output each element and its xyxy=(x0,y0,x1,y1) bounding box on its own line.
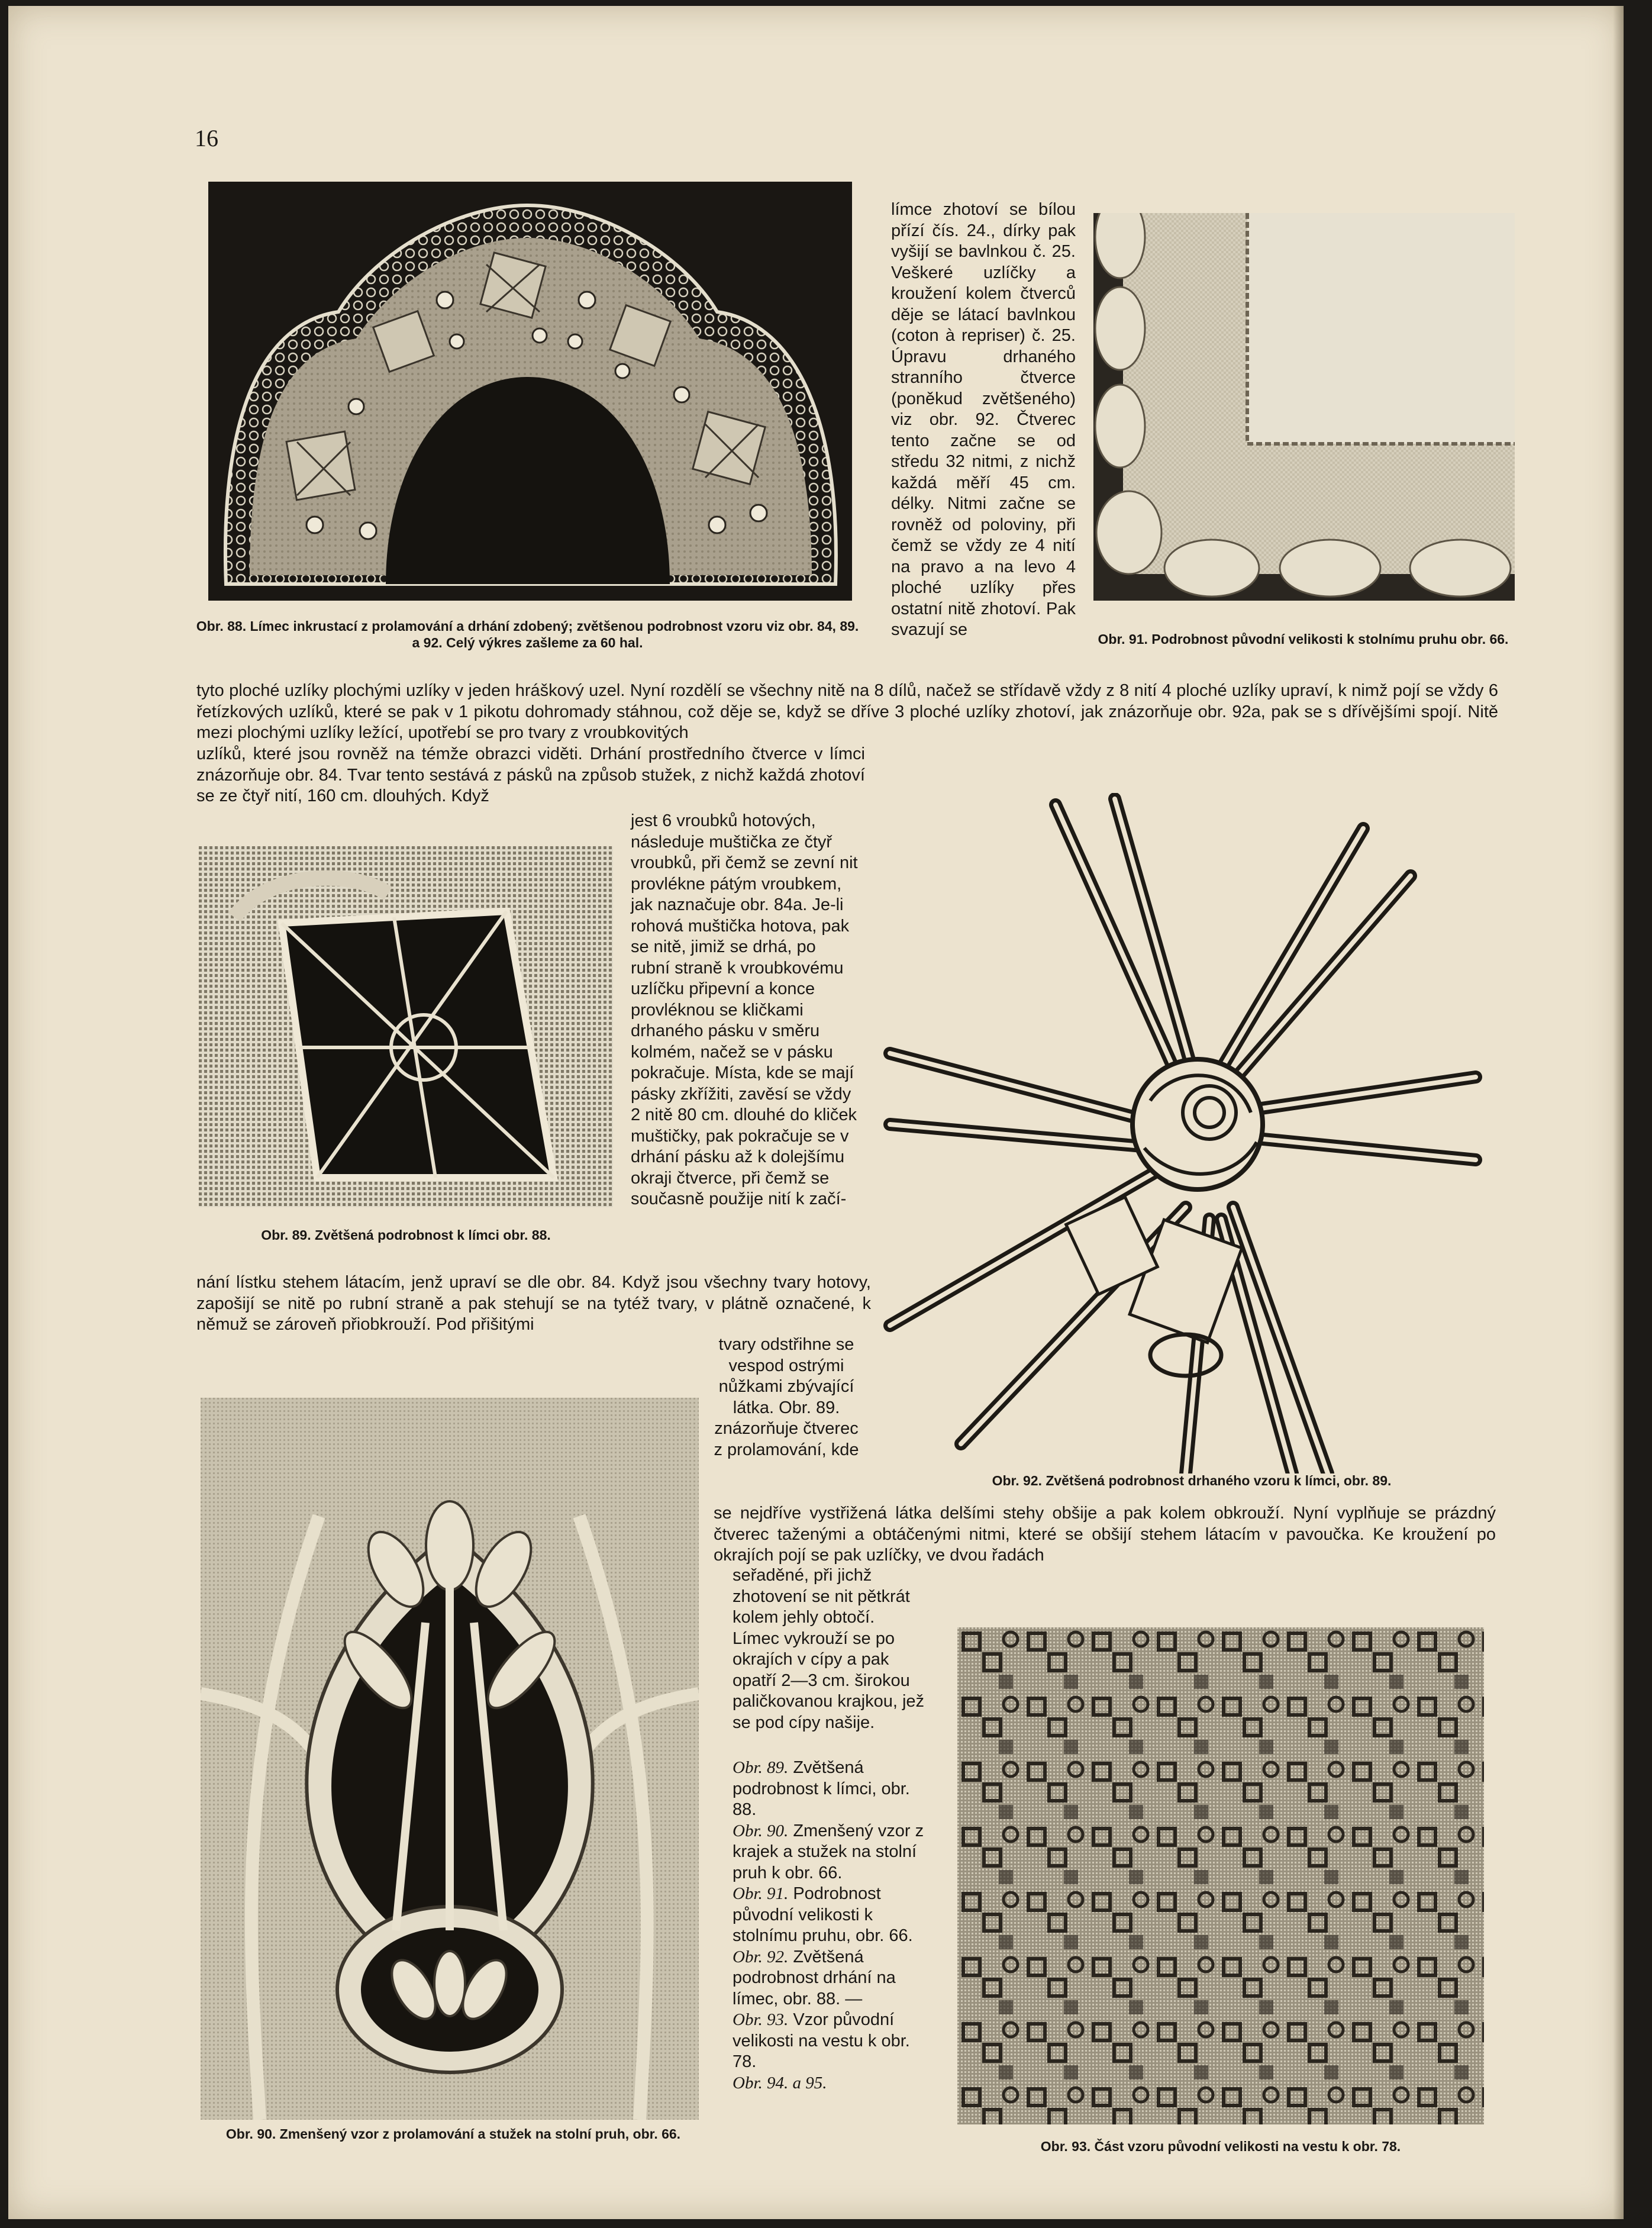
legend-text: Vzor původní velikosti na vestu k obr. 78. xyxy=(733,2010,910,2071)
caption-fig-91: Obr. 91. Podrobnost původní velikosti k stolnímu pruhu obr. 66. xyxy=(1098,631,1509,647)
page-number: 16 xyxy=(195,125,218,151)
caption-fig-93: Obr. 93. Část vzoru původní velikosti na vestu k obr. 78. xyxy=(1040,2139,1401,2154)
figure-89-square-image xyxy=(199,846,613,1207)
legend-label: Obr. 91. xyxy=(733,1884,789,1903)
paragraph-wide-1: tyto ploché uzlíky plochými uzlíky v jeden hráškový uzel. Nyní rozdělí se všechny nitě na 8 dílů, načež se střídavě vždy z 8 nití 4 ploché uzlíky upraví, k nimž pojí se vždy 6 řetízkových uzlíků, které se pak v 1 pikotu dohromady stáhnou, což děje se, když se dříve 3 ploché uzlíky zhotoví, jak znázorňuje obr. 92a, pak se s dřívějšími spojí. Nitě mezi plochými uzlíky ležící, upotřebí se pro tvary z vroubkovitých xyxy=(196,681,1498,742)
paragraph-bottom: seřaděné, při jichž zhotovení se nit pětkrát kolem jehly obtočí. Límec vykrouží se po okrajích v cípy a pak opatří 2—3 cm. širokou paličkovanou krajkou, jež se pod cípy našije. xyxy=(733,1566,925,1732)
legend-label: Obr. 90. xyxy=(733,1821,789,1840)
figure-legend xyxy=(733,1758,925,2094)
legend-text: Zvětšená podrobnost drhání na límec, obr. 88. — xyxy=(733,1947,896,2008)
legend-tail: Obr. 94. a 95. xyxy=(733,2073,827,2092)
figure-88-collar-image xyxy=(208,182,852,601)
paragraph-column-top: límce zhotoví se bílou přízí čís. 24., dírky pak vyšijí se bavlnkou č. 25. Veškeré uzlíčky a kroužení kolem čtverců děje se látací bavlnkou (coton à repriser) č. 25. Úpravu drhaného stranního čtverce (poněkud zvětšeného) viz obr. 92. Čtverec tento začne se od středu 32 nitmi, z nichž každá měří 45 cm. délky. Nitmi začne se rovněž od poloviny, při čemž se vždy ze 4 nití na pravo a na levo 4 ploché uzlíky přes ostatní nitě zhotoví. Pak svazují se xyxy=(891,200,1076,639)
paragraph-wide-2: uzlíků, které jsou rovněž na témže obrazci viděti. Drhání prostředního čtverce v límci znázorňuje obr. 84. Tvar tento sestává z pásků na způsob stužek, z nichž každá zhotoví se ze čtyř nití, 160 cm. dlouhých. Když xyxy=(196,744,865,805)
legend-item xyxy=(733,1758,925,1821)
legend-item xyxy=(733,1884,925,1947)
legend-text: Zvětšená podrobnost k límci, obr. 88. xyxy=(733,1758,910,1819)
legend-label: Obr. 89. xyxy=(733,1758,789,1777)
legend-item xyxy=(733,2010,925,2073)
legend-label: Obr. 92. xyxy=(733,1947,789,1966)
figure-92-macrame-image xyxy=(878,793,1488,1473)
figure-90-embroidery-image xyxy=(201,1398,699,2120)
paragraph-narrow: tvary odstřihne se vespod ostrými nůžkami zbývající látka. Obr. 89. znázorňuje čtverec z prolamování, kde xyxy=(714,1335,859,1459)
caption-fig-90: Obr. 90. Zmenšený vzor z prolamování a stužek na stolní pruh, obr. 66. xyxy=(225,2126,681,2142)
paragraph-wide-4: se nejdříve vystřižená látka delšími stehy obšije a pak kolem obkrouží. Nyní vyplňuje se prázdný čtverec taženými a obtáčenými nitmi, které se obšijí stehem látacím v pavoučka. Ke kroužení po okrajích pojí se pak uzlíčky, ve dvou řadách xyxy=(714,1504,1496,1565)
paragraph-middle: jest 6 vroubků hotových, následuje muštička ze čtyř vroubků, při čemž se zevní nit provlékne pátým vroubkem, jak naznačuje obr. 84a. Je-li rohová muštička hotova, pak se nitě, jimiž se drhá, po rubní straně k vroubkovému uzlíčku připevní a konce provléknou se kličkami drhaného pásku v směru kolmém, načež se v pásku pokračuje. Místa, kde se mají pásky zkřížiti, zavěsí se vždy 2 nitě 80 cm. dlouhé do kliček muštičky, pak pokračuje se v drhání pásku až k dolejšímu okraji čtverce, při čemž se současně použije nití k začí- xyxy=(631,811,858,1208)
caption-fig-92: Obr. 92. Zvětšená podrobnost drhaného vzoru k límci, obr. 89. xyxy=(992,1473,1392,1488)
page xyxy=(8,6,1624,2219)
figure-93-vest-pattern-image xyxy=(957,1627,1484,2124)
paragraph-wide-3: nání lístku stehem látacím, jenž upraví se dle obr. 84. Když jsou všechny tvary hotovy, zapošijí se nitě po rubní straně a pak stehují se na tytéž tvary, v plátně označené, k němuž se zároveň přiobkrouží. Pod přišitými xyxy=(196,1273,871,1334)
legend-label: Obr. 93. xyxy=(733,2010,789,2029)
caption-fig-88: Obr. 88. Límec inkrustací z prolamování a drhání zdobený; zvětšenou podrobnost vzoru viz obr. 84, 89. a 92. Celý výkres zašleme za 60 hal. xyxy=(196,618,859,650)
caption-fig-89: Obr. 89. Zvětšená podrobnost k límci obr. 88. xyxy=(261,1227,551,1243)
legend-item xyxy=(733,1821,925,1884)
legend-text: Zmenšený vzor z krajek a stužek na stolní pruh k obr. 66. xyxy=(733,1821,924,1882)
figure-91-table-runner-image xyxy=(1093,213,1515,601)
legend-text: Podrobnost původní velikosti k stolnímu pruhu, obr. 66. xyxy=(733,1884,913,1945)
legend-item xyxy=(733,1947,925,2010)
